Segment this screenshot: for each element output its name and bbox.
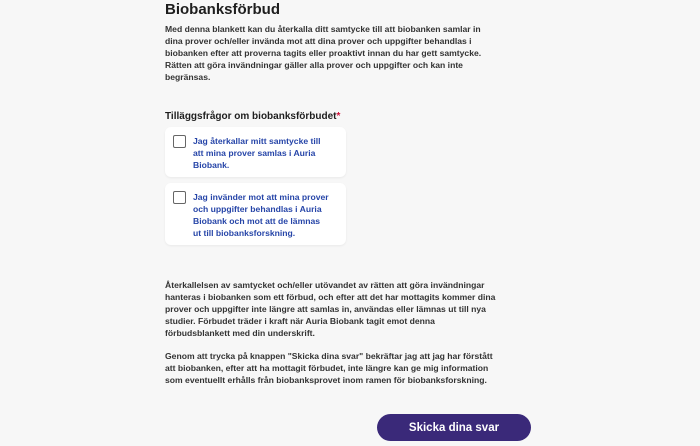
text-line: Jag återkallar mitt samtycke till bbox=[193, 136, 321, 146]
text-line: prover och uppgifter inte längre att samlas in, användas eller lämnas ut till nya bbox=[165, 304, 486, 314]
text-line: Jag invänder mot att mina prover bbox=[193, 192, 329, 202]
questions-label bbox=[165, 111, 340, 122]
page-title: Biobanksförbud bbox=[165, 1, 280, 18]
submit-button[interactable]: Skicka dina svar bbox=[377, 414, 531, 441]
option-label[interactable] bbox=[193, 135, 321, 171]
checkbox-withdraw-consent[interactable] bbox=[173, 135, 186, 148]
text-line: att biobanken, efter att ha mottagit förbudet, inte längre kan ge mig information bbox=[165, 363, 489, 373]
option-label[interactable] bbox=[193, 191, 329, 239]
text-line: ut till biobanksforskning. bbox=[193, 228, 296, 238]
option-card-withdraw-consent[interactable] bbox=[165, 127, 346, 177]
text-line: som eventuellt erhålls från biobanksprovet inom ramen för biobanksforskning. bbox=[165, 375, 487, 385]
text-line: förbudsblankett med din underskrift. bbox=[165, 328, 315, 338]
text-line: Genom att trycka på knappen "Skicka dina svar" bekräftar jag att jag har förstått bbox=[165, 351, 493, 361]
text-line: biobanken efter att proverna tagits eller proaktivt innan du har gett samtycke. bbox=[165, 48, 482, 58]
info-text bbox=[165, 279, 495, 339]
text-line: Rätten att göra invändningar gäller alla prover och uppgifter och kan inte bbox=[165, 60, 463, 70]
text-line: Återkallelsen av samtycket och/eller utövandet av rätten att göra invändningar bbox=[165, 280, 485, 290]
text-line: och uppgifter behandlas i Auria bbox=[193, 204, 322, 214]
text-line: hanteras i biobanken som ett förbud, och efter att det har mottagits kommer dina bbox=[165, 292, 496, 302]
intro-text bbox=[165, 23, 481, 83]
text-line: begränsas. bbox=[165, 72, 211, 82]
text-line: Biobank. bbox=[193, 160, 230, 170]
text-line: Med denna blankett kan du återkalla ditt samtycke till att biobanken samlar in bbox=[165, 24, 481, 34]
text-line: att mina prover samlas i Auria bbox=[193, 148, 316, 158]
text-line: studier. Förbudet träder i kraft när Auria Biobank tagit emot denna bbox=[165, 316, 435, 326]
option-card-object-processing[interactable] bbox=[165, 183, 346, 245]
text-line: dina prover och/eller invända mot att dina prover och uppgifter behandlas i bbox=[165, 36, 472, 46]
questions-label-text: Tilläggsfrågor om biobanksförbudet bbox=[165, 111, 337, 122]
confirm-text bbox=[165, 350, 493, 386]
required-mark: * bbox=[336, 111, 341, 122]
checkbox-object-processing[interactable] bbox=[173, 191, 186, 204]
text-line: Biobank och mot att de lämnas bbox=[193, 216, 321, 226]
